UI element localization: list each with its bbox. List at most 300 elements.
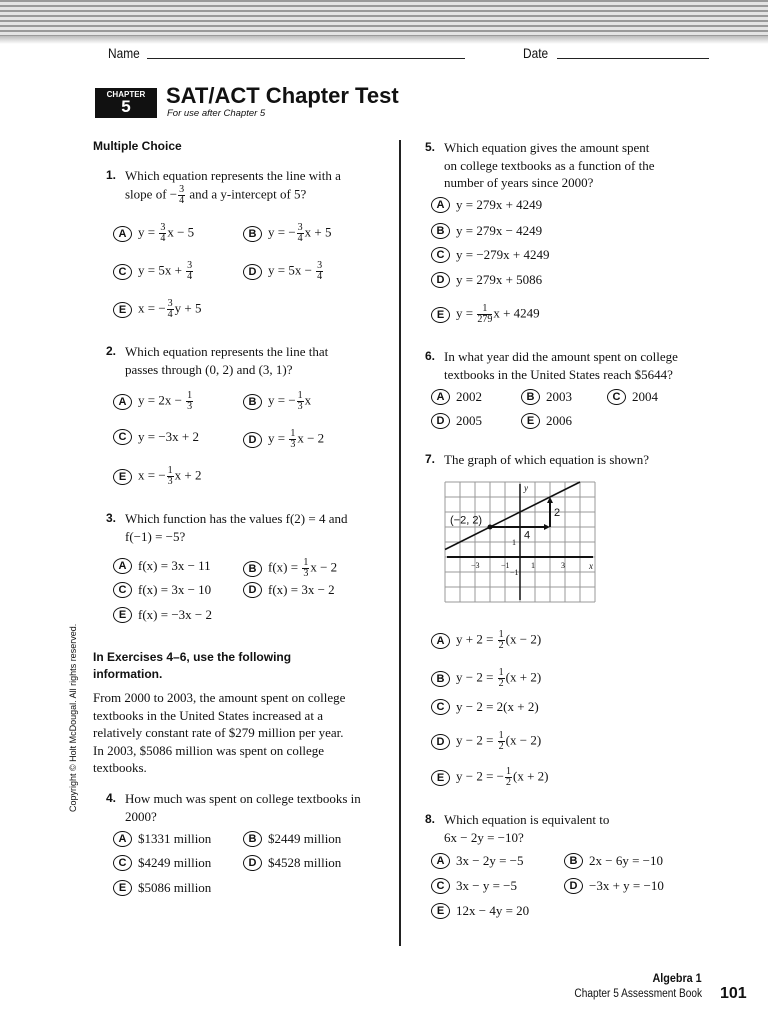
numerator: 3	[160, 222, 166, 233]
answer-bubble-c[interactable]: C	[113, 264, 132, 280]
x-tick-label: −3	[471, 561, 480, 570]
answer-option-a[interactable]	[431, 630, 541, 651]
answer-option-e[interactable]	[113, 607, 212, 623]
math-text: y =	[456, 305, 477, 321]
fraction	[302, 558, 309, 579]
answer-text	[268, 582, 335, 598]
y-tick-label: −1	[510, 568, 519, 577]
fraction	[167, 299, 174, 320]
numerator: 1	[297, 390, 303, 401]
question-line	[444, 157, 654, 175]
math-text: Which equation represents the line that	[125, 344, 329, 359]
name-label: Name	[108, 45, 140, 61]
math-text: slope of −	[125, 185, 178, 201]
answer-bubble-c[interactable]: C	[113, 582, 132, 598]
denominator: 2	[498, 678, 504, 689]
answer-option-e[interactable]	[113, 880, 211, 896]
answer-text	[546, 389, 572, 405]
math-text: −3x + y = −10	[589, 878, 664, 893]
answer-bubble-a[interactable]: A	[431, 389, 450, 405]
denominator: 4	[317, 271, 323, 282]
question-text	[444, 348, 678, 383]
math-text: $4528 million	[268, 855, 342, 870]
question-text	[125, 510, 348, 545]
math-text: y =	[268, 430, 289, 446]
answer-option-b[interactable]	[564, 853, 663, 869]
math-text: Which function has the values f(2) = 4 and	[125, 511, 348, 526]
footer-book: Algebra 1	[652, 971, 702, 985]
answer-option-b[interactable]	[521, 389, 572, 405]
denominator: 3	[290, 439, 296, 450]
math-text: (x + 2)	[505, 669, 542, 685]
denominator: 2	[498, 741, 504, 752]
answer-text	[456, 223, 542, 239]
question-number: 1.	[106, 168, 117, 182]
header-stripes	[0, 0, 768, 36]
answer-text	[632, 389, 658, 405]
x-tick-label: 1	[531, 561, 535, 570]
answer-bubble-d[interactable]: D	[431, 272, 450, 288]
y-axis-label: y	[524, 483, 528, 493]
denominator: 4	[160, 233, 166, 244]
numerator: 3	[167, 298, 173, 309]
answer-bubble-e[interactable]: E	[113, 469, 132, 485]
answer-bubble-a[interactable]: A	[431, 197, 450, 213]
question-text	[444, 451, 649, 469]
math-text: y = 2x −	[138, 392, 186, 408]
math-text: 2005	[456, 413, 482, 428]
question-text	[125, 790, 361, 825]
answer-text	[138, 831, 211, 847]
fraction	[498, 731, 505, 752]
question-number: 4.	[106, 791, 117, 805]
numerator: 3	[317, 260, 323, 271]
denominator: 3	[297, 401, 303, 412]
math-text: number of years since 2000?	[444, 175, 594, 190]
answer-text	[456, 630, 541, 651]
answer-option-a[interactable]	[113, 558, 211, 574]
denominator: 4	[179, 194, 185, 206]
section-heading: Multiple Choice	[93, 139, 182, 153]
run-label: 4	[524, 529, 531, 542]
answer-text	[456, 853, 524, 869]
answer-bubble-c[interactable]: C	[431, 699, 450, 715]
answer-text	[138, 429, 199, 445]
question-line	[125, 790, 361, 808]
fraction	[167, 466, 174, 487]
page-title: SAT/ACT Chapter Test	[166, 83, 399, 108]
denominator: 4	[297, 233, 303, 244]
answer-bubble-b[interactable]: B	[431, 223, 450, 239]
answer-option-b[interactable]	[243, 831, 341, 847]
answer-bubble-e[interactable]: E	[431, 770, 450, 786]
answer-bubble-b[interactable]: B	[243, 394, 262, 410]
math-text: (x + 2)	[513, 768, 549, 784]
answer-option-a[interactable]	[431, 197, 542, 213]
answer-bubble-a[interactable]: A	[113, 226, 132, 242]
denominator: 3	[167, 476, 173, 487]
math-text: y = 279x + 5086	[456, 272, 543, 287]
answer-text	[138, 582, 211, 598]
answer-text	[456, 903, 529, 919]
numerator: 1	[477, 304, 492, 315]
numerator: 3	[187, 260, 193, 271]
question-text	[125, 343, 328, 378]
answer-bubble-c[interactable]: C	[431, 247, 450, 263]
answer-text	[138, 261, 194, 282]
math-text: y = 279x + 4249	[456, 197, 543, 212]
answer-bubble-d[interactable]: D	[243, 582, 262, 598]
math-text: textbooks in the United States reach $5644?	[444, 366, 673, 382]
math-text: 2000?	[125, 808, 157, 824]
math-text: y = −	[268, 392, 296, 408]
math-text: Which equation represents the line with a	[125, 168, 341, 183]
question-line	[125, 510, 348, 528]
answer-text	[456, 731, 541, 752]
math-text: y = 5x +	[138, 262, 186, 278]
numerator: 3	[179, 183, 185, 195]
question-number: 7.	[425, 452, 436, 466]
math-text: y = −	[268, 224, 296, 240]
answer-text	[268, 261, 324, 282]
question-line	[444, 366, 678, 384]
answer-text	[456, 699, 539, 715]
question-line	[125, 528, 348, 546]
answer-option-e[interactable]	[113, 466, 202, 487]
answer-text	[138, 855, 211, 871]
math-text: y − 2 = −	[456, 768, 504, 784]
fraction	[297, 391, 304, 412]
answer-bubble-d[interactable]: D	[243, 264, 262, 280]
answer-bubble-e[interactable]: E	[113, 302, 132, 318]
answer-option-a[interactable]	[431, 853, 524, 869]
answer-option-a[interactable]	[113, 831, 211, 847]
math-text: Which equation gives the amount spent	[444, 140, 650, 155]
answer-option-b[interactable]	[243, 223, 332, 244]
question-line	[444, 451, 649, 469]
math-text: 6x − 2y = −10?	[444, 829, 524, 845]
numerator: 1	[303, 557, 309, 568]
math-text: x − 2	[297, 430, 325, 446]
y-tick-label: 1	[512, 538, 516, 547]
math-text: Which equation is equivalent to	[444, 812, 610, 827]
x-tick-label: −1	[501, 561, 510, 570]
footer-subtitle: Chapter 5 Assessment Book	[574, 988, 702, 1000]
math-text: y = −279x + 4249	[456, 247, 550, 262]
math-text: on college textbooks as a function of the	[444, 157, 655, 173]
math-text: x + 4249	[493, 305, 540, 321]
question-line	[125, 808, 361, 826]
question-number: 5.	[425, 140, 436, 154]
answer-text	[589, 878, 664, 894]
numerator: 1	[498, 667, 504, 678]
chapter-number: 5	[121, 97, 131, 116]
answer-option-a[interactable]	[431, 389, 482, 405]
math-text: and a y-intercept of 5?	[186, 185, 307, 201]
math-text: The graph of which equation is shown?	[444, 452, 650, 467]
answer-option-b[interactable]	[243, 391, 311, 412]
answer-option-d[interactable]	[431, 731, 541, 752]
answer-bubble-e[interactable]: E	[431, 903, 450, 919]
question-line	[125, 167, 341, 185]
answer-option-c[interactable]	[113, 429, 199, 445]
answer-bubble-e[interactable]: E	[431, 307, 450, 323]
math-text: y − 2 = 2(x + 2)	[456, 699, 539, 714]
answer-text	[456, 272, 542, 288]
answer-text	[138, 880, 211, 896]
answer-option-e[interactable]	[113, 299, 202, 320]
date-field[interactable]	[557, 58, 709, 59]
answer-option-d[interactable]	[431, 272, 542, 288]
name-field[interactable]	[147, 58, 465, 59]
line-graph	[440, 478, 605, 613]
fraction	[159, 223, 166, 244]
answer-option-e[interactable]	[431, 767, 549, 788]
x-axis-label: x	[589, 561, 593, 571]
question-number: 8.	[425, 812, 436, 826]
chapter-badge	[95, 88, 157, 118]
answer-bubble-a[interactable]: A	[431, 633, 450, 649]
answer-bubble-c[interactable]: C	[113, 855, 132, 871]
answer-option-d[interactable]	[243, 582, 335, 598]
math-text: f(x) = 3x − 10	[138, 582, 212, 597]
answer-option-b[interactable]	[431, 223, 542, 239]
math-text: y + 2 =	[456, 631, 497, 647]
question-number: 2.	[106, 344, 117, 358]
question-line	[125, 343, 328, 361]
math-text: How much was spent on college textbooks in	[125, 791, 361, 806]
column-divider	[399, 140, 401, 946]
chapter-label: CHAPTER	[106, 90, 146, 99]
numerator: 1	[290, 428, 296, 439]
answer-bubble-e[interactable]: E	[113, 880, 132, 896]
answer-option-b[interactable]	[243, 558, 337, 579]
answer-text	[456, 389, 482, 405]
question-text	[444, 811, 609, 846]
math-text: x + 2	[174, 467, 202, 483]
question-line	[444, 348, 678, 366]
answer-text	[456, 767, 549, 788]
answer-option-c[interactable]	[431, 247, 550, 263]
question-line	[444, 139, 654, 157]
answer-text	[138, 607, 212, 623]
answer-option-e[interactable]	[431, 304, 540, 325]
page-subtitle: For use after Chapter 5	[167, 108, 266, 119]
answer-bubble-b[interactable]: B	[243, 561, 262, 577]
answer-bubble-a[interactable]: A	[113, 394, 132, 410]
math-text: y − 2 =	[456, 669, 497, 685]
denominator: 3	[303, 568, 309, 579]
answer-bubble-b[interactable]: B	[243, 226, 262, 242]
math-text: 2006	[546, 413, 572, 428]
answer-text	[456, 304, 540, 325]
numerator: 3	[297, 222, 303, 233]
answer-option-e[interactable]	[431, 903, 529, 919]
answer-bubble-a[interactable]: A	[431, 853, 450, 869]
copyright-notice: Copyright © Holt McDougal. All rights reserved.	[68, 623, 78, 812]
fraction	[498, 668, 505, 689]
answer-option-a[interactable]	[113, 223, 194, 244]
answer-option-c[interactable]	[113, 582, 211, 598]
answer-text	[138, 391, 194, 412]
answer-text	[138, 299, 202, 320]
answer-option-a[interactable]	[113, 391, 194, 412]
numerator: 1	[498, 629, 504, 640]
denominator: 4	[167, 309, 173, 320]
page-number: 101	[720, 985, 747, 1002]
math-text: x = −	[138, 467, 166, 483]
math-text: x = −	[138, 300, 166, 316]
answer-text	[138, 466, 202, 487]
numerator: 1	[506, 766, 511, 777]
math-text: y = 279x − 4249	[456, 223, 543, 238]
answer-bubble-a[interactable]: A	[113, 831, 132, 847]
math-text: (x − 2)	[505, 631, 542, 647]
question-text	[444, 139, 654, 192]
instructions-line-1: In Exercises 4–6, use the following	[93, 650, 292, 664]
denominator: 279	[477, 314, 493, 325]
answer-text	[589, 853, 663, 869]
math-text: x	[304, 392, 312, 408]
numerator: 1	[187, 390, 193, 401]
answer-bubble-c[interactable]: C	[431, 878, 450, 894]
answer-text	[456, 413, 482, 429]
numerator: 1	[498, 730, 504, 741]
answer-option-d[interactable]	[243, 429, 324, 450]
math-text: 3x − y = −5	[456, 878, 517, 893]
denominator: 4	[187, 271, 193, 282]
answer-text	[268, 391, 311, 412]
math-text: $5086 million	[138, 880, 212, 895]
answer-bubble-d[interactable]: D	[243, 432, 262, 448]
instructions-line-2: information.	[93, 667, 163, 681]
question-line	[444, 174, 654, 192]
fraction	[477, 304, 492, 325]
math-text: 2x − 6y = −10	[589, 853, 663, 868]
math-text: x + 5	[304, 224, 332, 240]
math-text: y − 2 =	[456, 732, 497, 748]
math-text: f(x) = −3x − 2	[138, 607, 212, 622]
answer-option-c[interactable]	[431, 699, 539, 715]
passage-line: From 2000 to 2003, the amount spent on college	[93, 690, 346, 705]
question-line	[444, 811, 609, 829]
numerator: 1	[167, 465, 173, 476]
fraction	[505, 767, 512, 788]
math-text: y = 5x −	[268, 262, 316, 278]
answer-option-d[interactable]	[431, 413, 482, 429]
answer-option-d[interactable]	[243, 261, 324, 282]
answer-text	[138, 558, 211, 574]
answer-bubble-b[interactable]: B	[521, 389, 540, 405]
math-text: 3x − 2y = −5	[456, 853, 524, 868]
answer-option-c[interactable]	[113, 261, 194, 282]
answer-text	[456, 878, 517, 894]
math-text: $1331 million	[138, 831, 212, 846]
fraction	[186, 261, 193, 282]
answer-bubble-d[interactable]: D	[564, 878, 583, 894]
math-text: 2002	[456, 389, 482, 404]
answer-text	[268, 429, 324, 450]
answer-bubble-d[interactable]: D	[431, 413, 450, 429]
date-label: Date	[523, 45, 549, 61]
denominator: 3	[187, 401, 193, 412]
math-text: f(x) = 3x − 11	[138, 558, 211, 573]
answer-text	[138, 223, 194, 244]
fraction	[316, 261, 323, 282]
math-text: 12x − 4y = 20	[456, 903, 530, 918]
answer-bubble-d[interactable]: D	[431, 734, 450, 750]
answer-bubble-b[interactable]: B	[431, 671, 450, 687]
answer-text	[546, 413, 572, 429]
math-text: 2004	[632, 389, 658, 404]
math-text: 2003	[546, 389, 572, 404]
math-text: f(x) =	[268, 559, 302, 575]
passage	[93, 689, 345, 777]
answer-text	[456, 197, 542, 213]
answer-option-c[interactable]	[113, 855, 211, 871]
question-number: 3.	[106, 511, 117, 525]
answer-bubble-a[interactable]: A	[113, 558, 132, 574]
answer-text	[456, 668, 541, 689]
fraction	[297, 223, 304, 244]
math-text: y = −3x + 2	[138, 429, 199, 444]
passage-line: textbooks in the United States increased at a	[93, 707, 323, 723]
passage-line: relatively constant rate of $279 million per year.	[93, 725, 344, 740]
math-text: In what year did the amount spent on college	[444, 349, 678, 364]
answer-text	[268, 558, 337, 579]
answer-option-c[interactable]	[431, 878, 517, 894]
x-tick-label: 3	[561, 561, 565, 570]
math-text: f(x) = 3x − 2	[268, 582, 335, 597]
math-text: (x − 2)	[505, 732, 542, 748]
math-text: y =	[138, 224, 159, 240]
question-line	[125, 361, 328, 379]
denominator: 2	[506, 777, 511, 788]
answer-bubble-c[interactable]: C	[113, 429, 132, 445]
answer-option-d[interactable]	[564, 878, 664, 894]
answer-bubble-d[interactable]: D	[243, 855, 262, 871]
answer-text	[456, 247, 550, 263]
math-text: f(−1) = −5?	[125, 528, 186, 544]
question-number: 6.	[425, 349, 436, 363]
answer-bubble-b[interactable]: B	[564, 853, 583, 869]
rise-label: 2	[554, 507, 561, 519]
answer-option-c[interactable]	[607, 389, 658, 405]
math-text: x − 2	[310, 559, 338, 575]
answer-bubble-e[interactable]: E	[521, 413, 540, 429]
answer-bubble-b[interactable]: B	[243, 831, 262, 847]
passage-line: In 2003, $5086 million was spent on college	[93, 742, 325, 758]
fraction	[289, 429, 296, 450]
answer-option-e[interactable]	[521, 413, 572, 429]
fraction	[186, 391, 193, 412]
fraction	[498, 630, 505, 651]
answer-text	[268, 831, 341, 847]
fraction	[178, 185, 185, 206]
denominator: 2	[498, 640, 504, 651]
answer-bubble-e[interactable]: E	[113, 607, 132, 623]
math-text: $4249 million	[138, 855, 212, 870]
answer-bubble-c[interactable]: C	[607, 389, 626, 405]
answer-option-d[interactable]	[243, 855, 341, 871]
question-text	[125, 167, 341, 206]
point-label: (−2, 2)	[450, 514, 483, 527]
answer-text	[268, 223, 332, 244]
answer-text	[268, 855, 341, 871]
question-line	[125, 185, 341, 206]
passage-line: textbooks.	[93, 760, 147, 775]
answer-option-b[interactable]	[431, 668, 541, 689]
